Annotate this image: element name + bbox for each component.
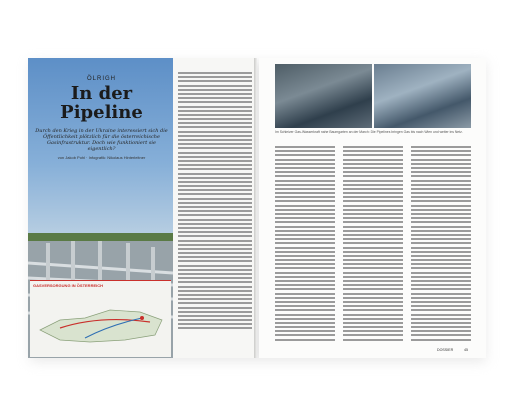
photo-strip [275, 64, 471, 128]
austria-map [30, 290, 171, 354]
footer-section: DOSSIER [437, 348, 454, 352]
right-body-col-1 [275, 146, 335, 346]
byline: von Jakob Pohl · Infografik: Nikolaus Hinterleitner [57, 155, 146, 160]
kicker: ÖLRIGH [86, 76, 116, 82]
right-page [259, 58, 486, 358]
left-page [28, 58, 257, 358]
control-room-photo-1 [275, 64, 372, 128]
left-body-text [178, 72, 252, 352]
control-room-photo-2 [374, 64, 471, 128]
lead-text: Durch den Krieg in der Ukraine interessiert sich die Öffentlichkeit plötzlich für die österreichische Gasinfrastruktur. Doch wie funktioniert sie eigentlich? [35, 128, 168, 152]
page-number: 45 [464, 348, 468, 352]
gas-map-infobox [30, 280, 171, 357]
right-body-col-3 [411, 146, 471, 346]
photo-caption: Im Schleizer Gas-Wasserkraft nahe Baumgarten an der March: Die Pipelines bringen Gas bis nach Wien und weiter ins Netz. [275, 130, 463, 134]
map-title: GASVERSORGUNG IN ÖSTERREICH [33, 283, 104, 288]
magazine-spread [28, 58, 486, 358]
headline: In der Pipeline [60, 83, 143, 123]
right-body-col-2 [343, 146, 403, 346]
title-block [34, 76, 169, 160]
